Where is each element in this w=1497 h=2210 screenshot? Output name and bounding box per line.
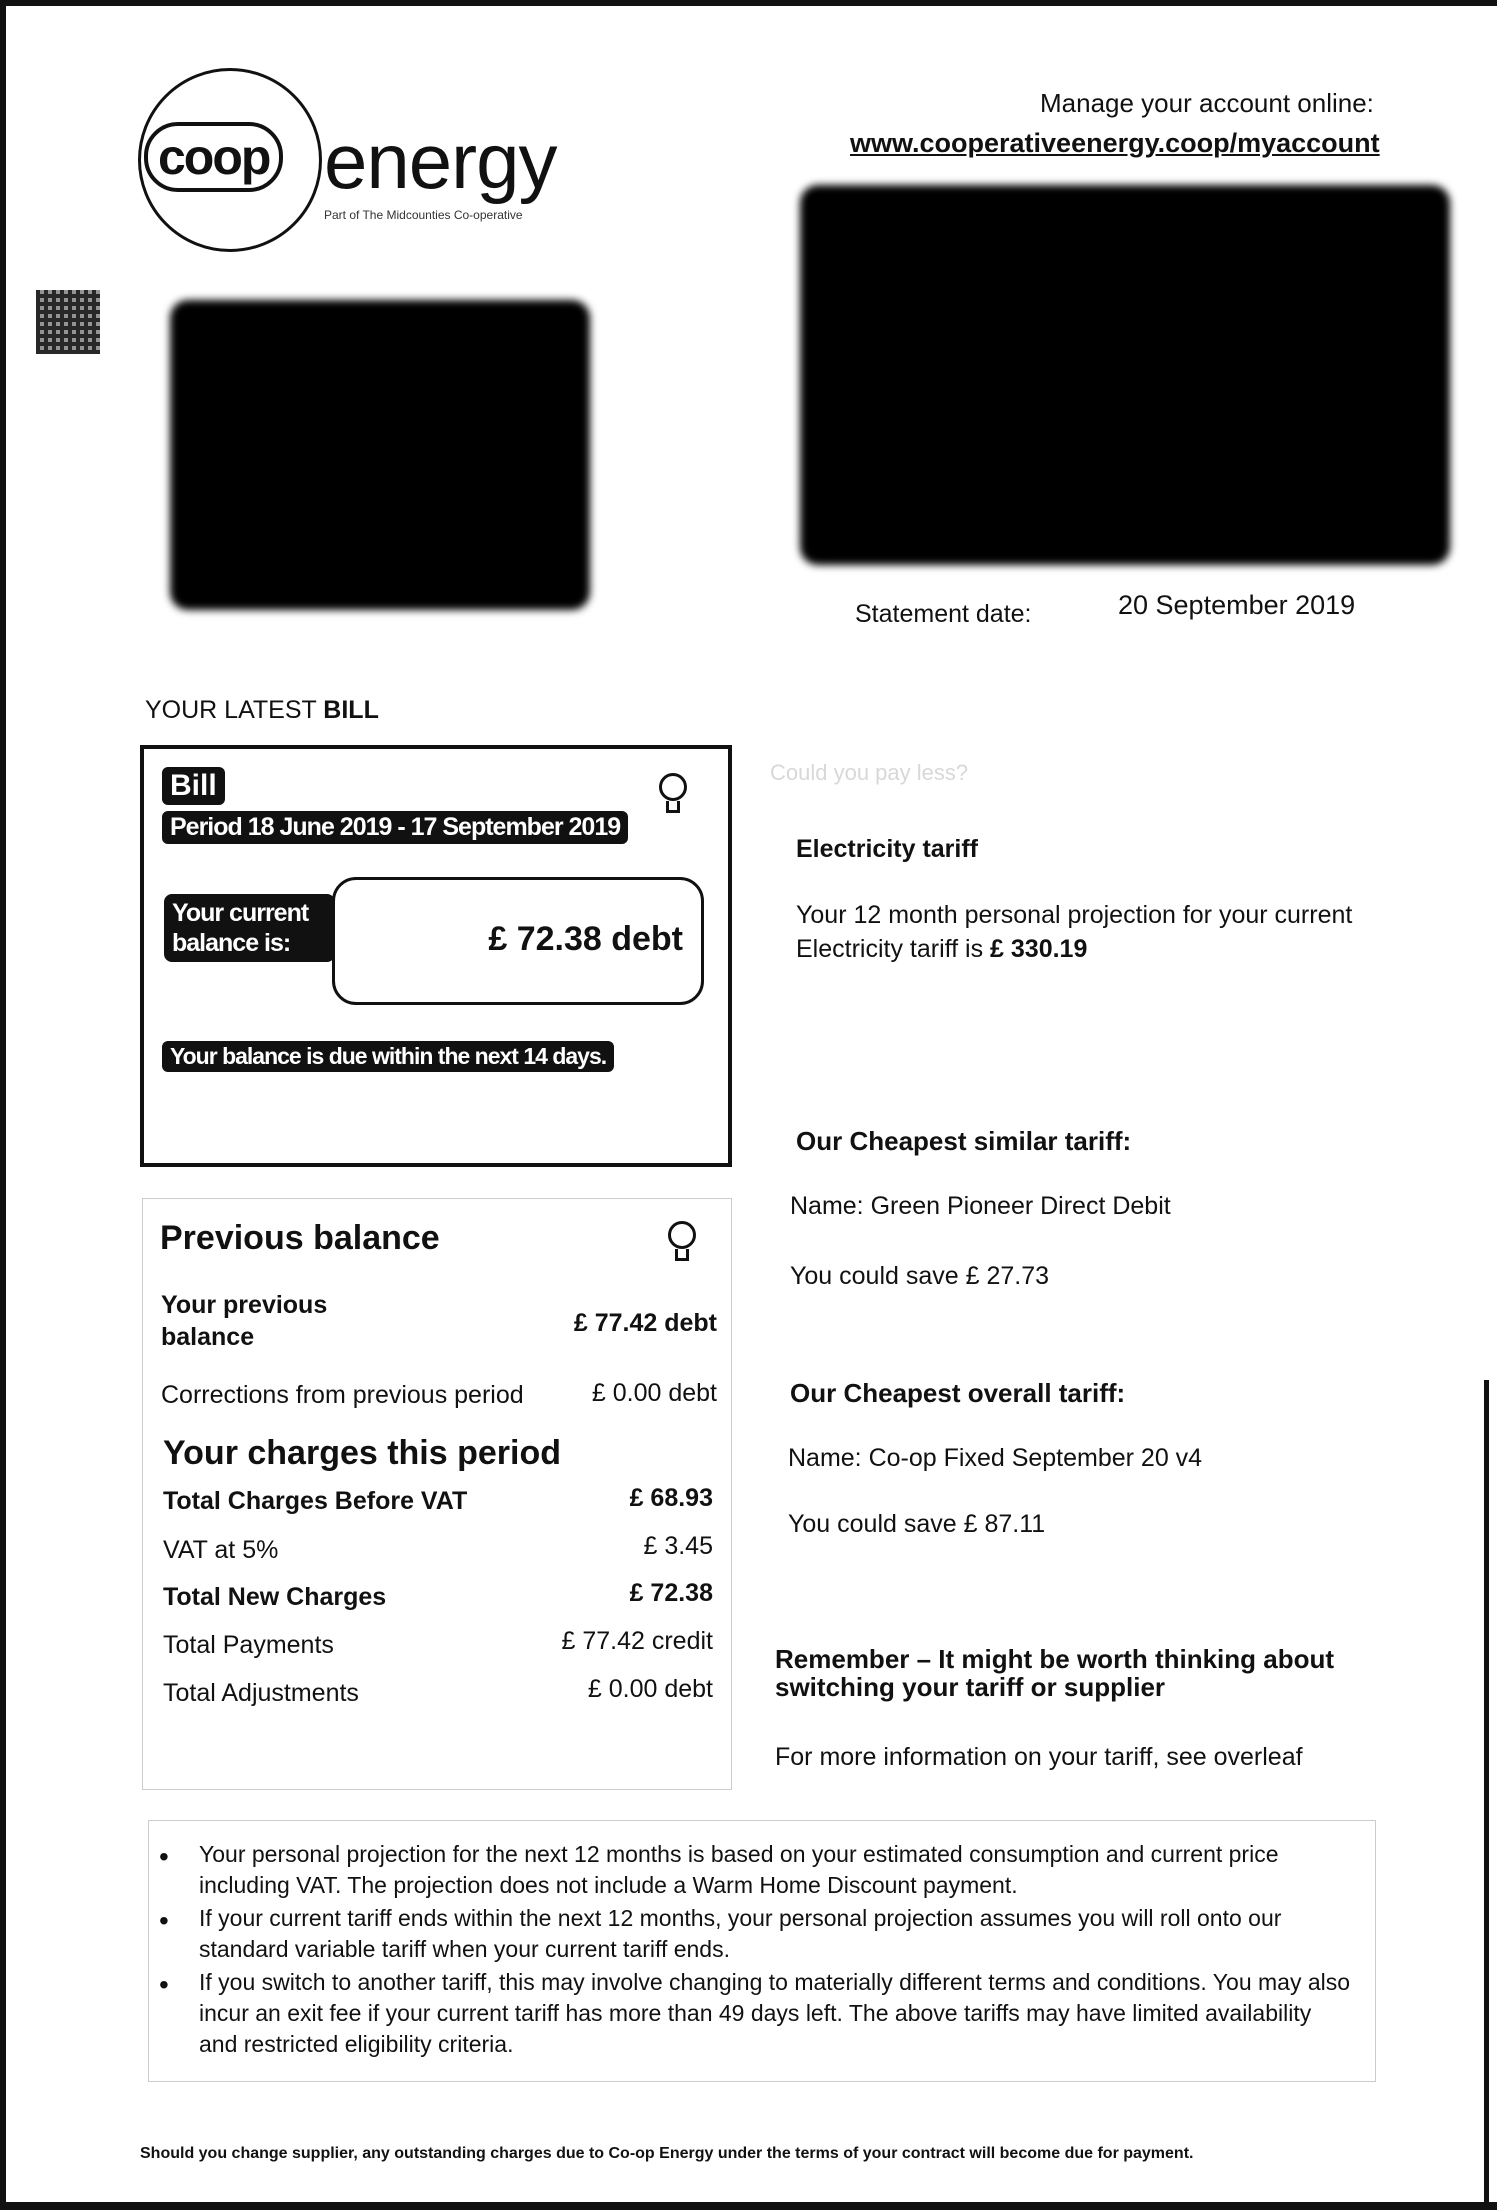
manage-account-label: Manage your account online:: [1040, 88, 1374, 118]
vat-value: £ 3.45: [643, 1532, 713, 1560]
vat-label: VAT at 5%: [163, 1536, 279, 1564]
page-edge: [0, 0, 6, 2210]
projection-value: £ 330.19: [990, 935, 1088, 963]
bill-period: Period 18 June 2019 - 17 September 2019: [162, 811, 628, 844]
current-balance-value: £ 72.38 debt: [488, 920, 683, 958]
page-edge: [0, 2202, 1497, 2210]
notes-list: [149, 1821, 1375, 2060]
logo-tagline: Part of The Midcounties Co-operative: [324, 208, 523, 222]
total-new-charges-value: £ 72.38: [629, 1579, 713, 1607]
previous-balance-value: £ 77.42 debt: [573, 1309, 717, 1337]
current-balance-label: Your current balance is:: [164, 894, 335, 962]
corrections-label: Corrections from previous period: [161, 1381, 524, 1409]
lightbulb-icon: [656, 773, 690, 817]
page-edge: [1484, 1380, 1489, 2210]
list-item: • If you switch to another tariff, this may involve changing to materially different terms and conditions. You may also incur an exit fee if your current tariff has more than 49 days left. The above tariffs may have limited availability and restricted eligibility criteria.: [199, 1967, 1355, 2060]
overall-tariff-name: Name: Co-op Fixed September 20 v4: [788, 1444, 1203, 1472]
total-new-charges-label: Total New Charges: [163, 1583, 387, 1611]
cheapest-similar-heading: Our Cheapest similar tariff:: [796, 1126, 1132, 1156]
similar-tariff-saving: You could save £ 27.73: [790, 1262, 1050, 1290]
corrections-value: £ 0.00 debt: [591, 1379, 717, 1407]
barcode-icon: [36, 290, 100, 354]
charges-before-vat-label: Total Charges Before VAT: [163, 1487, 468, 1515]
section-heading-prefix: YOUR LATEST: [145, 696, 317, 724]
bill-summary-box: [140, 745, 732, 1167]
section-heading-latest-bill: [145, 696, 379, 725]
current-balance-box: [332, 877, 704, 1005]
balance-due-text: Your balance is due within the next 14 days.: [162, 1041, 614, 1072]
electricity-tariff-heading: Electricity tariff: [796, 835, 979, 863]
switching-reminder: Remember – It might be worth thinking about switching your tariff or supplier: [775, 1644, 1335, 1702]
account-url-link[interactable]: www.cooperativeenergy.coop/myaccount: [850, 128, 1380, 158]
total-adjustments-label: Total Adjustments: [163, 1679, 359, 1707]
statement-date-label: Statement date:: [855, 600, 1032, 628]
charges-before-vat-value: £ 68.93: [629, 1484, 713, 1512]
bill-title: Bill: [162, 767, 225, 805]
section-heading-bold: BILL: [323, 696, 379, 724]
previous-balance-box: [142, 1198, 732, 1790]
footer-notice: Should you change supplier, any outstanding charges due to Co-op Energy under the terms of your contract will become due for payment.: [140, 2145, 1194, 2162]
more-info-text: For more information on your tariff, see overleaf: [775, 1743, 1303, 1771]
page-edge: [0, 0, 1497, 6]
total-payments-label: Total Payments: [163, 1631, 334, 1659]
faded-heading: Could you pay less?: [770, 760, 969, 785]
list-item: • If your current tariff ends within the next 12 months, your personal projection assumes you will roll onto our standard variable tariff when your current tariff ends.: [199, 1903, 1355, 1965]
statement-date-value: 20 September 2019: [1118, 590, 1356, 620]
logo-energy-wordmark: energy: [324, 117, 557, 205]
projection-label: Your 12 month personal projection for your current Electricity tariff is: [796, 901, 1353, 963]
cheapest-overall-heading: Our Cheapest overall tariff:: [790, 1378, 1126, 1408]
coop-energy-logo: [138, 68, 558, 258]
lightbulb-icon: [665, 1221, 699, 1265]
logo-coop-wordmark: coop: [144, 122, 283, 192]
similar-tariff-name: Name: Green Pioneer Direct Debit: [790, 1192, 1171, 1220]
overall-tariff-saving: You could save £ 87.11: [788, 1510, 1046, 1538]
redacted-address-block: [170, 300, 590, 610]
charges-period-title: Your charges this period: [163, 1434, 562, 1472]
redacted-account-block: [800, 185, 1450, 565]
total-payments-value: £ 77.42 credit: [561, 1627, 713, 1655]
previous-balance-title: Previous balance: [160, 1219, 440, 1257]
projection-notes-box: [148, 1820, 1376, 2082]
total-adjustments-value: £ 0.00 debt: [587, 1675, 713, 1703]
previous-balance-label: Your previous balance: [161, 1291, 328, 1351]
list-item: • Your personal projection for the next 12 months is based on your estimated consumption and current price including VAT. The projection does not include a Warm Home Discount payment.: [199, 1839, 1355, 1901]
projection-text: [796, 898, 1356, 966]
